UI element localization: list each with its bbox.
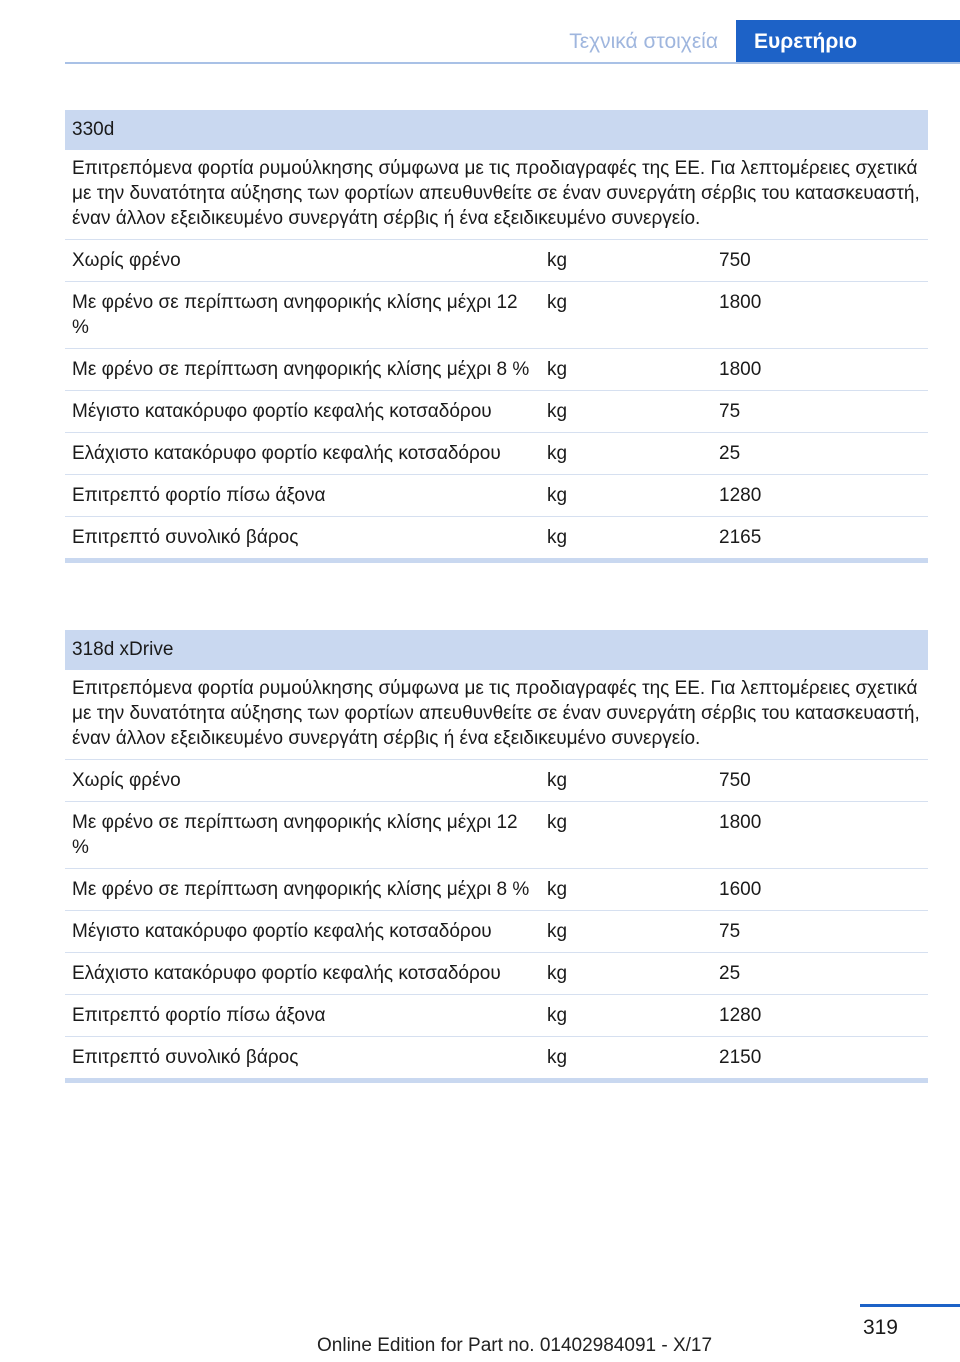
row-unit: kg [547, 292, 568, 313]
table-row [65, 349, 928, 391]
spec-table-330d [65, 110, 928, 563]
table-row [65, 282, 928, 349]
row-label: Ελάχιστο κατακόρυφο φορτίο κεφαλής κοτσαδόρου [72, 963, 501, 984]
table-row [65, 760, 928, 802]
row-label: Με φρένο σε περίπτωση ανηφορικής κλίσης μέχρι 8 % [72, 879, 530, 900]
table-title: 330d [65, 110, 928, 150]
row-unit: kg [547, 485, 568, 506]
row-unit: kg [547, 1047, 568, 1068]
table-title: 318d xDrive [65, 630, 928, 670]
row-unit: kg [547, 812, 568, 833]
row-label: Με φρένο σε περίπτωση ανηφορικής κλίσης μέχρι 12 % [72, 812, 518, 858]
row-unit: kg [547, 401, 568, 422]
section-tab[interactable]: Τεχνικά στοιχεία [569, 30, 718, 53]
index-tab[interactable]: Ευρετήριο [736, 20, 960, 62]
row-label: Επιτρεπτό συνολικό βάρος [72, 1047, 299, 1068]
row-label: Με φρένο σε περίπτωση ανηφορικής κλίσης μέχρι 12 % [72, 292, 518, 338]
row-value: 1280 [719, 485, 762, 506]
table-row [65, 953, 928, 995]
row-label: Ελάχιστο κατακόρυφο φορτίο κεφαλής κοτσαδόρου [72, 443, 501, 464]
row-unit: kg [547, 770, 568, 791]
table-row [65, 802, 928, 869]
edition-note: Online Edition for Part no. 01402984091 - X/17 [317, 1335, 713, 1356]
row-label: Επιτρεπτό φορτίο πίσω άξονα [72, 485, 326, 506]
row-value: 1600 [719, 879, 762, 900]
row-unit: kg [547, 250, 568, 271]
row-value: 1800 [719, 359, 762, 380]
row-value: 2150 [719, 1047, 762, 1068]
row-value: 2165 [719, 527, 762, 548]
row-unit: kg [547, 963, 568, 984]
row-value: 1800 [719, 812, 762, 833]
table-row [65, 995, 928, 1037]
row-label: Επιτρεπτό συνολικό βάρος [72, 527, 299, 548]
row-label: Μέγιστο κατακόρυφο φορτίο κεφαλής κοτσαδόρου [72, 921, 492, 942]
table-row [65, 240, 928, 282]
row-value: 1280 [719, 1005, 762, 1026]
row-value: 75 [719, 401, 741, 422]
row-label: Χωρίς φρένο [72, 770, 181, 791]
table-row [65, 433, 928, 475]
page-number: 319 [862, 1316, 898, 1339]
row-value: 1800 [719, 292, 762, 313]
table-row [65, 1037, 928, 1078]
row-unit: kg [547, 1005, 568, 1026]
row-unit: kg [547, 921, 568, 942]
table-row [65, 517, 928, 558]
table-note: Επιτρεπόμενα φορτία ρυμούλκησης σύμφωνα με τις προδιαγραφές της ΕΕ. Για λεπτομέρειες σχετικά με την δυνατότητα αύξησης των φορτίων απευθυνθείτε σε έναν συνεργάτη σέρβις του κατασκευαστή, έναν άλλον εξειδικευμένο συνεργάτη σέρβις ή ένα εξειδικευμένο συνεργείο. [65, 150, 928, 240]
row-label: Μέγιστο κατακόρυφο φορτίο κεφαλής κοτσαδόρου [72, 401, 492, 422]
footer-rule [860, 1304, 960, 1307]
row-unit: kg [547, 879, 568, 900]
table-row [65, 911, 928, 953]
row-unit: kg [547, 527, 568, 548]
table-note: Επιτρεπόμενα φορτία ρυμούλκησης σύμφωνα με τις προδιαγραφές της ΕΕ. Για λεπτομέρειες σχετικά με την δυνατότητα αύξησης των φορτίων απευθυνθείτε σε έναν συνεργάτη σέρβις του κατασκευαστή, έναν άλλον εξειδικευμένο συνεργάτη σέρβις ή ένα εξειδικευμένο συνεργείο. [65, 670, 928, 760]
table-row [65, 475, 928, 517]
row-label: Με φρένο σε περίπτωση ανηφορικής κλίσης μέχρι 8 % [72, 359, 530, 380]
spec-table-318d-xdrive [65, 630, 928, 1083]
page-header [65, 20, 960, 64]
row-unit: kg [547, 443, 568, 464]
row-value: 25 [719, 443, 741, 464]
row-value: 75 [719, 921, 741, 942]
row-value: 750 [719, 250, 751, 271]
row-label: Χωρίς φρένο [72, 250, 181, 271]
row-label: Επιτρεπτό φορτίο πίσω άξονα [72, 1005, 326, 1026]
row-value: 25 [719, 963, 741, 984]
table-row [65, 391, 928, 433]
row-value: 750 [719, 770, 751, 791]
table-row [65, 869, 928, 911]
row-unit: kg [547, 359, 568, 380]
